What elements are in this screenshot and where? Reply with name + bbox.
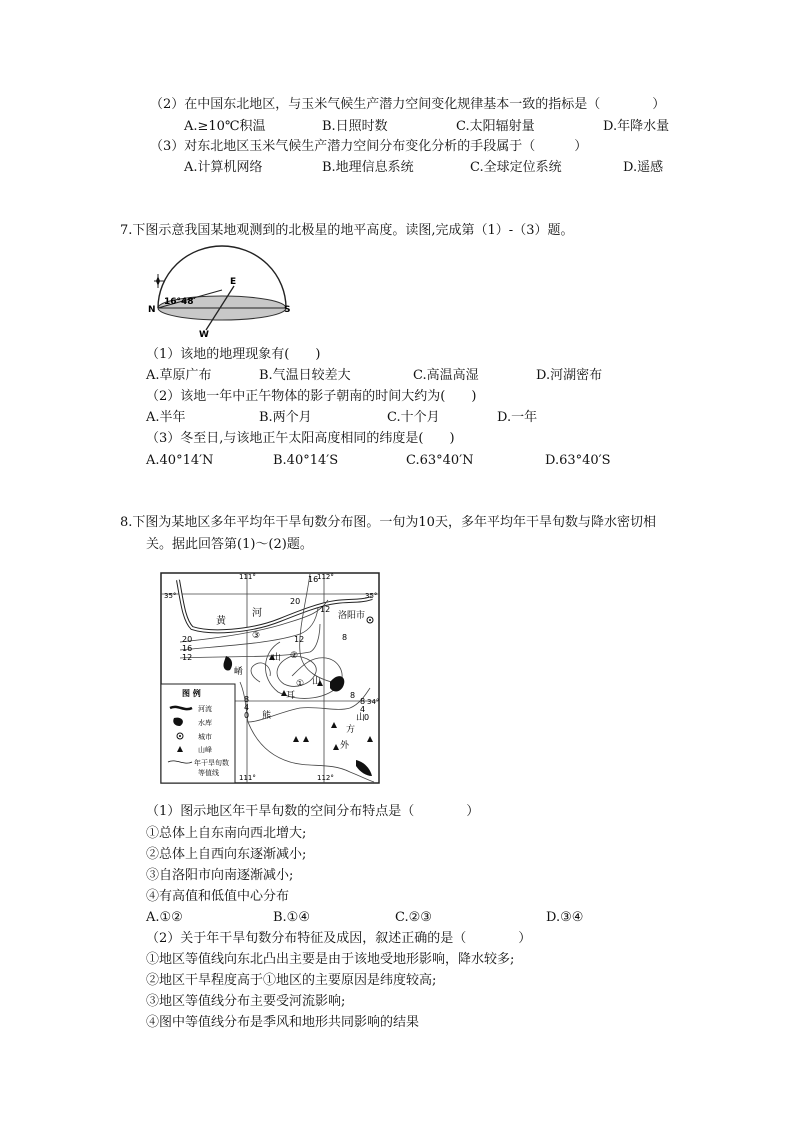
contour-value: 4: [244, 703, 250, 712]
q8-stem-line2: 关。据此回答第(1)～(2)题。: [146, 537, 313, 552]
label-n: N: [148, 305, 156, 315]
lon-label: 111°: [239, 774, 256, 782]
q8-sub1-statement-3: ③自洛阳市向南逐渐减小;: [146, 868, 294, 883]
polaris-star-icon: [156, 276, 160, 286]
contour-value: 20: [290, 597, 301, 606]
place-label: 外: [340, 741, 350, 751]
place-label: 熊: [262, 711, 272, 721]
q6-sub3-option-d: D.遥感: [623, 160, 664, 175]
legend-item: 年干旱旬数: [194, 759, 229, 767]
city-label: 洛阳市: [338, 611, 366, 621]
label-s: S: [284, 305, 291, 315]
q8-stem-line1: 8.下图为某地区多年平均年干旱旬数分布图。一旬为10天，多年平均年干旱旬数与降水密切相: [120, 515, 656, 530]
angle-label: 16°48′: [164, 297, 196, 307]
place-label: 山: [272, 653, 282, 663]
lon-label: 112°: [317, 774, 334, 782]
q8-sub1-option-b: B.①④: [273, 910, 310, 925]
q8-sub1-statement-1: ①总体上自东南向西北增大;: [146, 826, 307, 841]
q7-sub3-option-a: A.40°14′N: [146, 453, 214, 468]
place-label: 河: [252, 608, 262, 619]
lat-label: 35°: [164, 592, 177, 600]
q7-sub3-option-c: C.63°40′N: [406, 453, 474, 468]
q7-sub2-option-d: D.一年: [497, 410, 538, 425]
place-label: 山: [356, 713, 366, 723]
lon-label: 112°: [317, 573, 334, 581]
place-label: 崤: [234, 667, 244, 677]
q8-sub1-option-a: A.①②: [146, 910, 183, 925]
lon-label: 111°: [239, 573, 256, 581]
contour-value: 12: [182, 653, 193, 662]
q6-sub3-option-b: B.地理信息系统: [322, 160, 414, 175]
contour-value: 0: [364, 713, 370, 722]
place-label: 耳: [286, 691, 296, 701]
q6-sub2-option-a: A.≥10℃积温: [184, 119, 266, 134]
contour-value: 16: [308, 575, 319, 584]
q7-polaris-figure: [146, 244, 296, 340]
q7-sub3-option-d: D.63°40′S: [545, 453, 611, 468]
q6-sub3-option-a: A.计算机网络: [184, 160, 263, 175]
place-label: 方: [346, 725, 356, 735]
q8-sub1-stem: （1）图示地区年干旱旬数的空间分布特点是（ ）: [146, 804, 480, 819]
zone-marker: ①: [296, 679, 305, 689]
legend-item: 水库: [198, 719, 212, 727]
zone-marker: ③: [252, 631, 261, 641]
q6-sub3-stem: （3）对东北地区玉米气候生产潜力空间分布变化分析的手段属于（ ）: [150, 139, 588, 154]
contour-value: 16: [182, 644, 193, 653]
q7-sub1-stem: （1）该地的地理现象有( ): [146, 347, 321, 362]
q8-sub1-statement-2: ②总体上自西向东逐渐减小;: [146, 847, 307, 862]
q8-sub1-option-c: C.②③: [395, 910, 432, 925]
q7-stem: 7.下图示意我国某地观测到的北极星的地平高度。读图,完成第（1）-（3）题。: [120, 223, 574, 238]
q8-sub2-statement-3: ③地区等值线分布主要受河流影响;: [146, 994, 346, 1009]
q8-sub2-statement-1: ①地区等值线向东北凸出主要是由于该地受地形影响，降水较多;: [146, 952, 515, 967]
place-label: 山: [312, 677, 322, 687]
q8-sub2-statement-4: ④图中等值线分布是季风和地形共同影响的结果: [146, 1015, 420, 1030]
q6-sub2-option-d: D.年降水量: [603, 119, 670, 134]
contour-value: 12: [294, 635, 305, 644]
q7-sub1-option-a: A.草原广布: [146, 368, 212, 383]
q7-sub3-stem: （3）冬至日,与该地正午太阳高度相同的纬度是( ): [146, 431, 455, 446]
contour-value: 8: [360, 697, 366, 706]
q7-sub3-option-b: B.40°14′S: [273, 453, 339, 468]
contour-value: 0: [244, 711, 250, 720]
q7-sub1-option-d: D.河湖密布: [536, 368, 603, 383]
contour-value: 12: [320, 605, 331, 614]
label-w: W: [199, 330, 209, 340]
contour-value: 4: [360, 705, 366, 714]
q7-sub1-option-c: C.高温高湿: [413, 368, 479, 383]
q6-sub2-stem: （2）在中国东北地区，与玉米气候生产潜力空间变化规律基本一致的指标是（ ）: [150, 97, 666, 112]
q6-sub2-option-c: C.太阳辐射量: [456, 119, 535, 134]
place-label: 黄: [216, 616, 226, 627]
legend-title: 图 例: [182, 689, 201, 698]
q7-sub2-option-a: A.半年: [146, 410, 186, 425]
q8-sub2-stem: （2）关于年干旱旬数分布特征及成因，叙述正确的是（ ）: [146, 931, 532, 946]
contour-value: 8: [244, 695, 250, 704]
q7-sub2-option-c: C.十个月: [387, 410, 440, 425]
q8-sub2-statement-2: ②地区干旱程度高于①地区的主要原因是纬度较高;: [146, 973, 437, 988]
legend-item: 山峰: [198, 746, 212, 754]
legend-item: 城市: [198, 733, 212, 741]
zone-marker: ②: [290, 651, 299, 661]
lat-label: 35°: [365, 592, 378, 600]
contour-value: 20: [182, 635, 193, 644]
legend-item: 等值线: [198, 769, 219, 777]
q8-drought-map: [160, 572, 380, 784]
lat-label: 34°: [367, 698, 380, 706]
q8-sub1-statement-4: ④有高值和低值中心分布: [146, 889, 290, 904]
legend-item: 河流: [198, 705, 212, 713]
q8-sub1-option-d: D.③④: [546, 910, 584, 925]
contour-value: 8: [342, 633, 348, 642]
q7-sub1-option-b: B.气温日较差大: [259, 368, 351, 383]
contour-value: 8: [350, 691, 356, 700]
q7-sub2-stem: （2）该地一年中正午物体的影子朝南的时间大约为( ): [146, 389, 477, 404]
q6-sub3-option-c: C.全球定位系统: [470, 160, 562, 175]
q7-sub2-option-b: B.两个月: [259, 410, 312, 425]
label-e: E: [230, 277, 237, 287]
q6-sub2-option-b: B.日照时数: [322, 119, 388, 134]
